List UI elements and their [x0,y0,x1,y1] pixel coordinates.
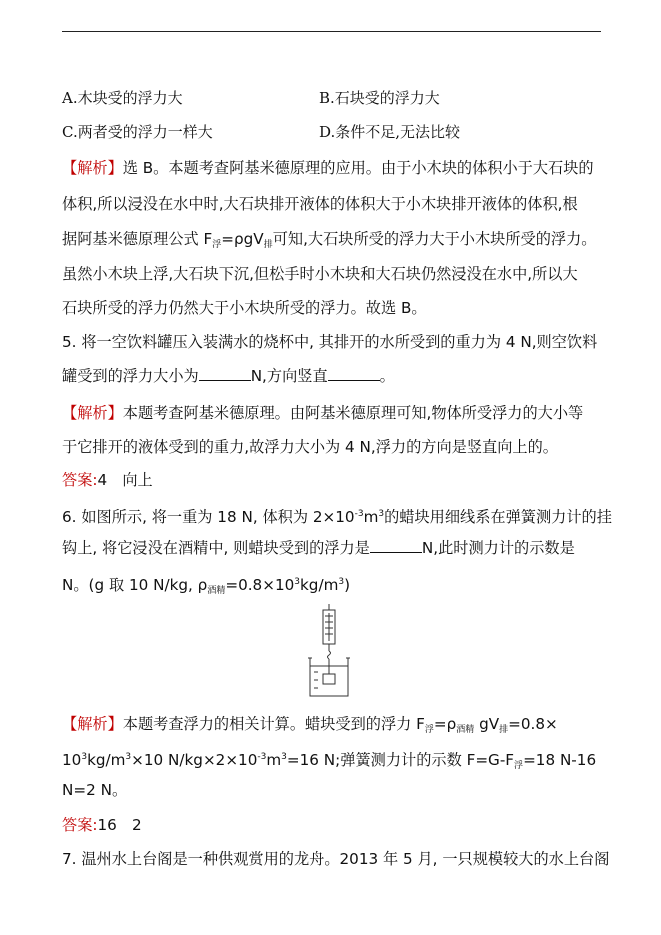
option-d: D.条件不足,无法比较 [319,123,461,141]
answer-label: 答案: [62,816,98,834]
q4-analysis-line-5: 石块所受的浮力仍然大于小木块所受的浮力。故选 B。 [62,299,427,317]
q6-question-line-2: 钩上, 将它浸没在酒精中, 则蜡块受到的浮力是 N,此时测力计的示数是 [62,539,575,557]
q5-answer: 答案:4 向上 [62,471,153,489]
q6-answer: 答案:16 2 [62,816,142,834]
q5-question-line-1: 5. 将一空饮料罐压入装满水的烧杯中, 其排开的水所受到的重力为 4 N,则空饮料 [62,333,598,351]
q6-analysis-line-3: N=2 N。 [62,781,128,799]
answer-blank [328,366,380,381]
q6-analysis-line-1: 【解析】本题考查浮力的相关计算。蜡块受到的浮力 $F_浮=\rho_{酒精}$ $gV_排=0.8\times$ [62,715,558,735]
q5-question-line-2: 罐受到的浮力大小为 N,方向竖直 。 [62,367,395,385]
q5-analysis-line-1: 【解析】本题考查阿基米德原理。由阿基米德原理可知,物体所受浮力的大小等 [62,404,584,422]
q5-analysis-line-2: 于它排开的液体受到的重力,故浮力大小为 4 N,浮力的方向是竖直向上的。 [62,438,558,456]
q6-question-line-3: N。(g 取 10 N/kg, $\rho_{酒精}=0.8\times 10^3kg/m^3$) [62,576,351,596]
analysis-tag: 【解析】 [62,404,123,422]
q7-question-line-1: 7. 温州水上台阁是一种供观赏用的龙舟。2013 年 5 月, 一只规模较大的水上台阁 [62,850,610,868]
spring-scale-beaker-figure [304,604,354,700]
q4-analysis-line-2: 体积,所以浸没在水中时,大石块排开液体的体积大于小木块排开液体的体积,根 [62,195,578,213]
option-a: A.木块受的浮力大 [62,89,183,107]
answer-label: 答案: [62,471,98,489]
analysis-tag: 【解析】 [62,159,123,177]
option-b: B.石块受的浮力大 [319,89,440,107]
answer-blank [370,538,422,553]
q4-analysis-line-3: 据阿基米德原理公式 $F_浮=\rho gV_排$可知,大石块所受的浮力大于小木块所受的浮力。 [62,230,597,250]
q6-question-line-1: 6. 如图所示, 将一重为 18 N, 体积为 $2\times 10^{-3}m^3$的蜡块用细线系在弹簧测力计的挂 [62,508,612,526]
q4-analysis-line-4: 虽然小木块上浮,大石块下沉,但松手时小木块和大石块仍然浸没在水中,所以大 [62,265,578,283]
analysis-tag: 【解析】 [62,715,123,733]
q6-analysis-line-2: $10^3kg/m^3\times 10$ $N/kg\times 2\times 10^{-3}m^3=16$ N;弹簧测力计的示数 $F=G-F_浮=18$ N-16 [62,751,597,771]
answer-blank [199,366,251,381]
option-c: C.两者受的浮力一样大 [62,123,213,141]
header-rule [62,31,601,32]
q4-analysis-line-1: 【解析】选 B。本题考查阿基米德原理的应用。由于小木块的体积小于大石块的 [62,159,594,177]
